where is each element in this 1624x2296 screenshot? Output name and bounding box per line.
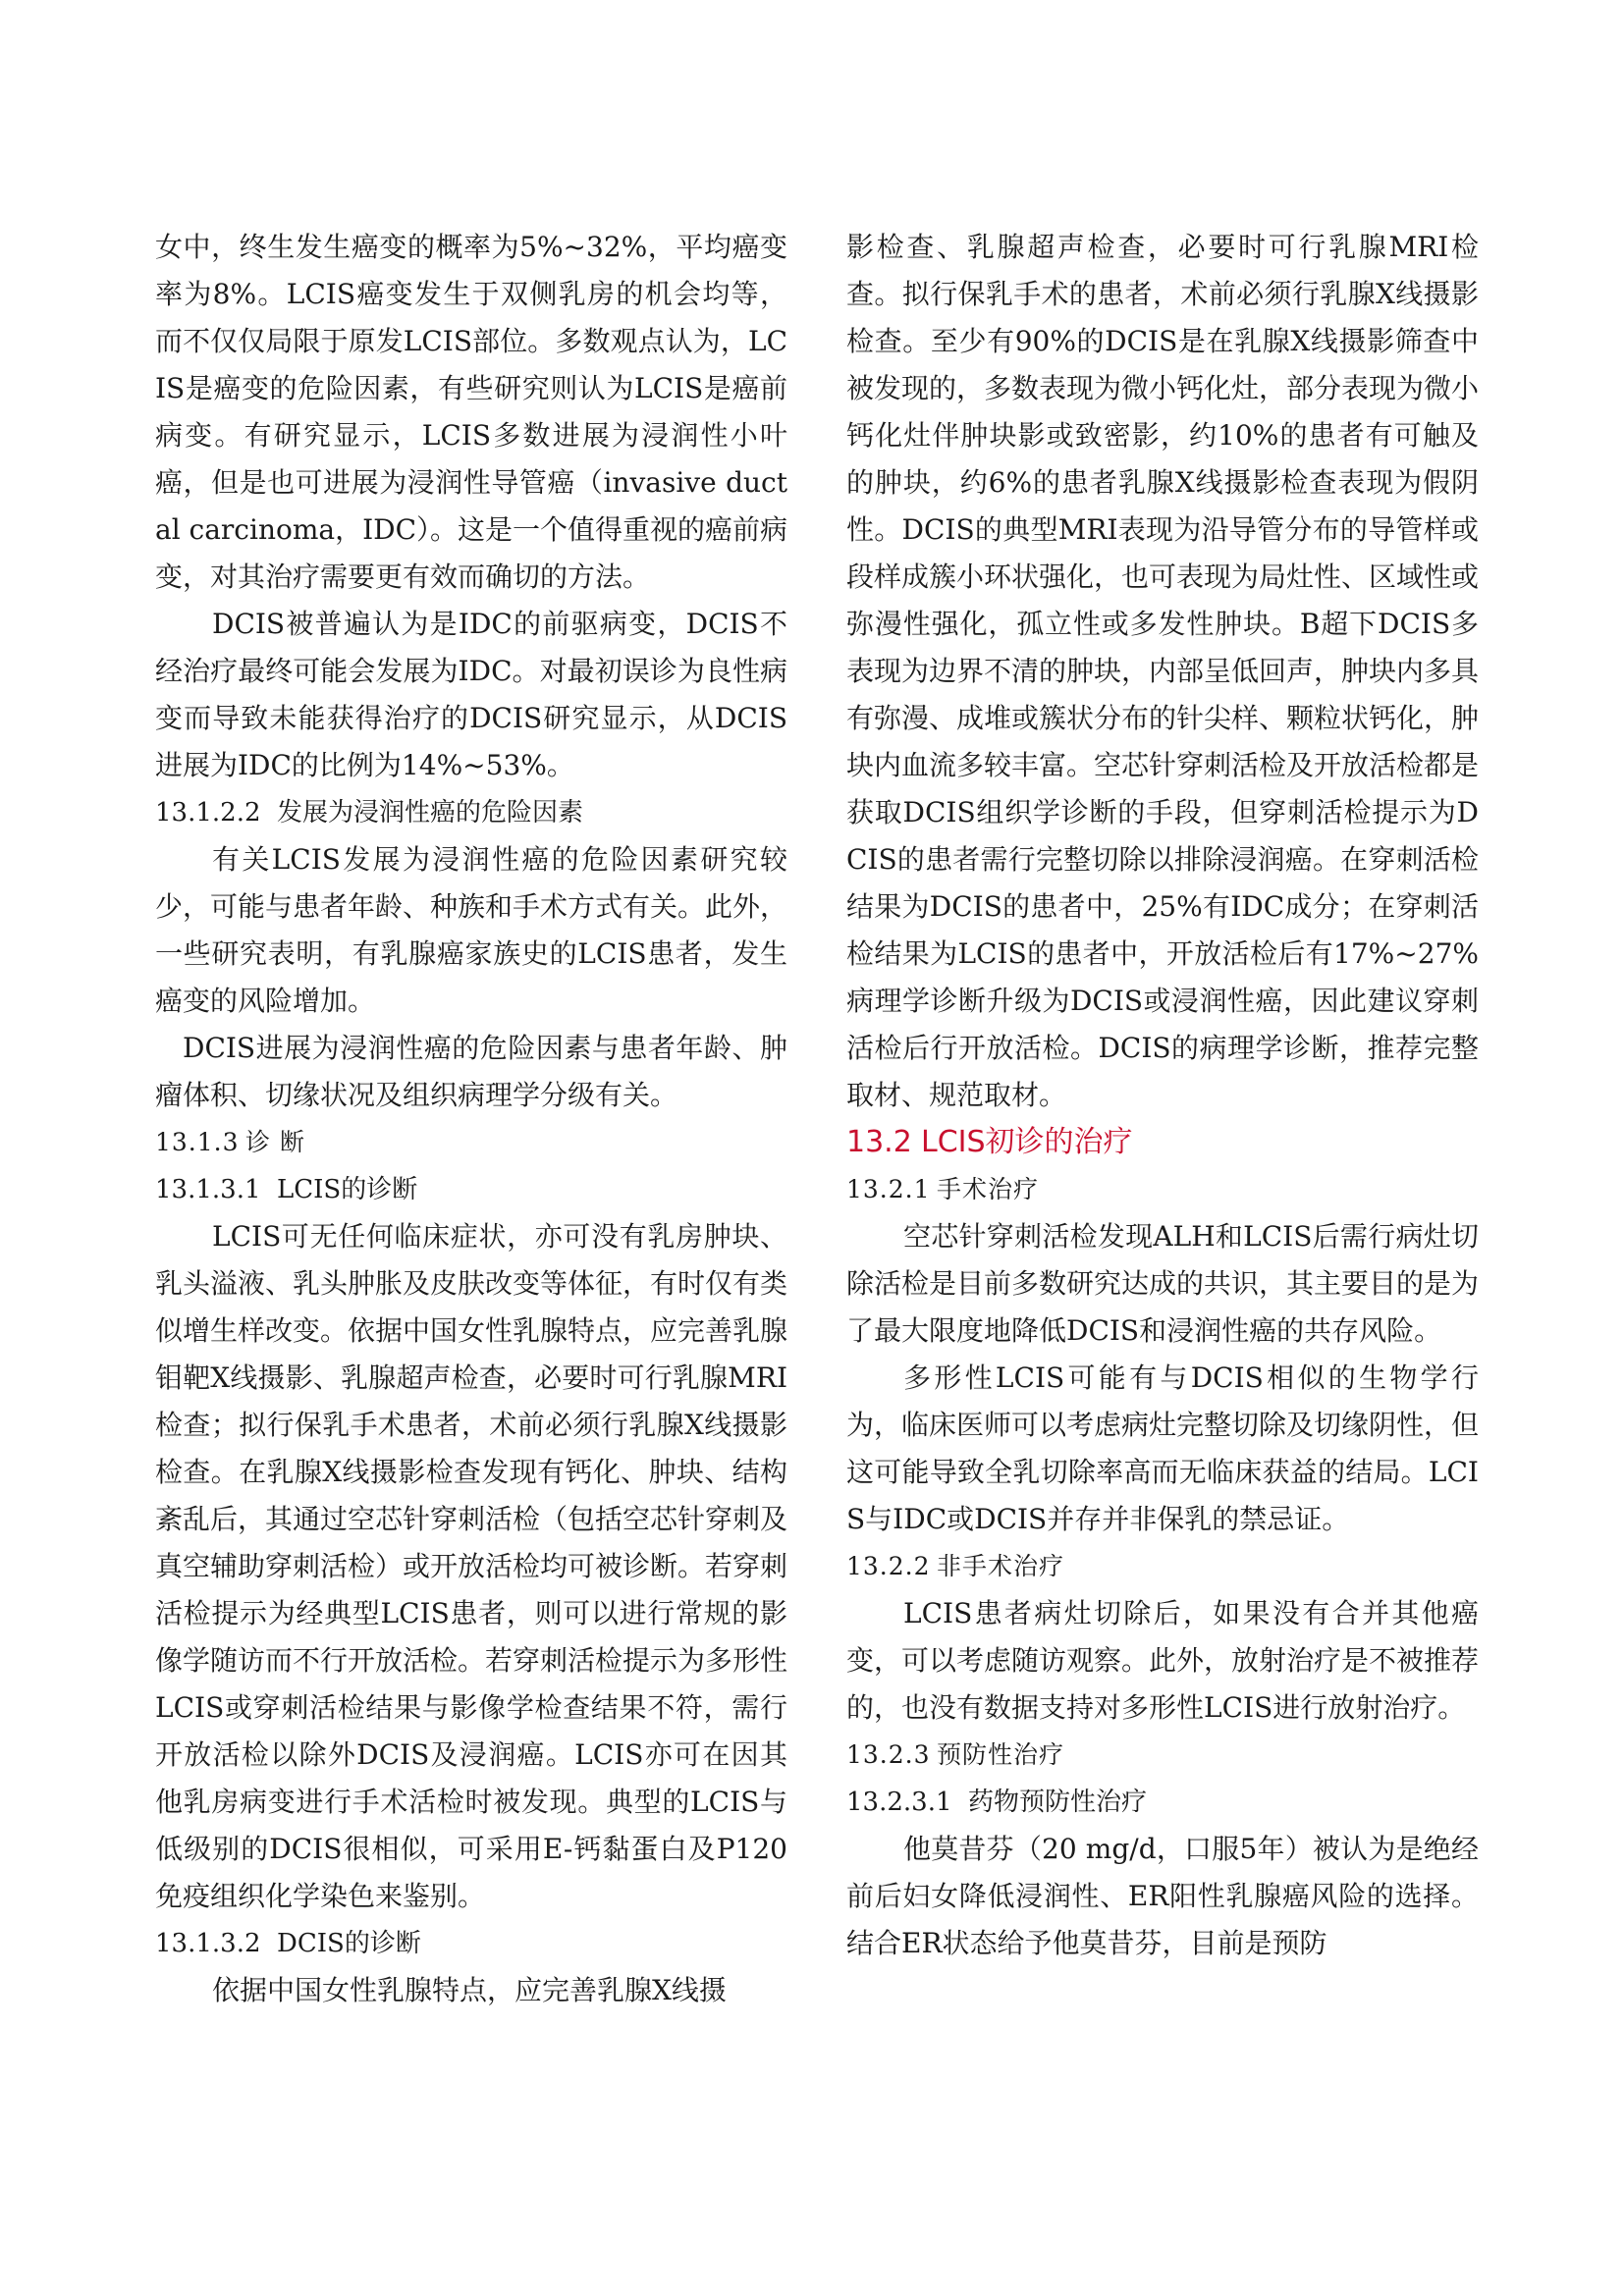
- section-title: DCIS的诊断: [277, 1929, 421, 1958]
- paragraph: 依据中国女性乳腺特点，应完善乳腺X线摄: [212, 1974, 727, 2006]
- paragraph: 女中，终生发生癌变的概率为5%~32%，平均癌变率为8%。LCIS癌变发生于双侧乳房的机会均等，而不仅仅局限于原发LCIS部位。多数观点认为，LCIS是癌变的危险因素，有些研究则认为LCIS是癌前病变。有研究显示，LCIS多数进展为浸润性小叶癌，但是也可进展为浸润性导管癌（invasive ductal carcinoma，IDC）。这是一个值得重视的癌前病变，对其治疗需要更有效而确切的方法。: [155, 231, 788, 593]
- section-title: 发展为浸润性癌的危险因素: [277, 798, 584, 828]
- paragraph: DCIS被普遍认为是IDC的前驱病变，DCIS不经治疗最终可能会发展为IDC。对最初误诊为良性病变而导致未能获得治疗的DCIS研究显示，从DCIS进展为IDC的比例为14%~53%。: [155, 608, 787, 781]
- paragraph: DCIS进展为浸润性癌的危险因素与患者年龄、肿瘤体积、切缘状况及组织病理学分级有关。: [155, 1032, 787, 1111]
- section-title: 非手术治疗: [937, 1552, 1065, 1580]
- section-title: 预防性治疗: [937, 1740, 1065, 1769]
- section-number: 13.2.3.1: [846, 1788, 952, 1817]
- section-heading: [155, 1119, 787, 1166]
- section-number: 13.2: [846, 1125, 912, 1159]
- paragraph: LCIS患者病灶切除后，如果没有合并其他癌变，可以考虑随访观察。此外，放射治疗是不被推荐的，也没有数据支持对多形性LCIS进行放射治疗。: [846, 1597, 1480, 1724]
- section-number: 13.1.3.1: [155, 1175, 261, 1204]
- paragraph: LCIS可无任何临床症状，亦可没有乳房肿块、乳头溢液、乳头肿胀及皮肤改变等体征，有时仅有类似增生样改变。依据中国女性乳腺特点，应完善乳腺钼靶X线摄影、乳腺超声检查，必要时可行乳腺MRI检查；拟行保乳手术患者，术前必须行乳腺X线摄影检查。在乳腺X线摄影检查发现有钙化、肿块、结构紊乱后，其通过空芯针穿刺活检（包括空芯针穿刺及真空辅助穿刺活检）或开放活检均可被诊断。若穿刺活检提示为经典型LCIS患者，则可以进行常规的影像学随访而不行开放活检。若穿刺活检提示为多形性LCIS或穿刺活检结果与影像学检查结果不符，需行开放活检以除外DCIS及浸润癌。LCIS亦可在因其他乳房病变进行手术活检时被发现。典型的LCIS与低级别的DCIS很相似，可采用E-钙黏蛋白及P120免疫组织化学染色来鉴别。: [155, 1220, 788, 1912]
- section-title: 手术治疗: [937, 1175, 1040, 1203]
- section-number: 13.1.3: [155, 1128, 240, 1156]
- section-number: 13.2.2: [846, 1552, 931, 1580]
- paragraph: 影检查、乳腺超声检查，必要时可行乳腺MRI检查。拟行保乳手术的患者，术前必须行乳腺X线摄影检查。至少有90%的DCIS是在乳腺X线摄影筛查中被发现的，多数表现为微小钙化灶，部分表现为微小钙化灶伴肿块影或致密影，约10%的患者有可触及的肿块，约6%的患者乳腺X线摄影检查表现为假阴性。DCIS的典型MRI表现为沿导管分布的导管样或段样成簇小环状强化，也可表现为局灶性、区域性或弥漫性强化，孤立性或多发性肿块。B超下DCIS多表现为边界不清的肿块，内部呈低回声，肿块内多具有弥漫、成堆或簇状分布的针尖样、颗粒状钙化，肿块内血流多较丰富。空芯针穿刺活检及开放活检都是获取DCIS组织学诊断的手段，但穿刺活检提示为DCIS的患者需行完整切除以排除浸润癌。在穿刺活检结果为DCIS的患者中，25%有IDC成分；在穿刺活检结果为LCIS的患者中，开放活检后有17%~27%病理学诊断升级为DCIS或浸润性癌，因此建议穿刺活检后行开放活检。DCIS的病理学诊断，推荐完整取材、规范取材。: [846, 231, 1480, 1111]
- section-number: 13.2.3: [846, 1740, 931, 1769]
- paragraph: 空芯针穿刺活检发现ALH和LCIS后需行病灶切除活检是目前多数研究达成的共识，其主要目的是为了最大限度地降低DCIS和浸润性癌的共存风险。: [846, 1220, 1480, 1347]
- section-title: LCIS的诊断: [277, 1175, 418, 1204]
- paragraph: 他莫昔芬（20 mg/d，口服5年）被认为是绝经前后妇女降低浸润性、ER阳性乳腺癌风险的选择。结合ER状态给予他莫昔芬，目前是预防: [846, 1833, 1479, 1959]
- section-number: 13.1.3.2: [155, 1929, 261, 1958]
- paragraph: 有关LCIS发展为浸润性癌的危险因素研究较少，可能与患者年龄、种族和手术方式有关。此外，一些研究表明，有乳腺癌家族史的LCIS患者，发生癌变的风险增加。: [155, 843, 788, 1017]
- right-column: [846, 224, 1479, 1967]
- section-heading: [846, 1119, 1479, 1166]
- section-title: LCIS初诊的治疗: [921, 1125, 1133, 1159]
- section-title: 诊 断: [245, 1128, 305, 1156]
- left-column: [155, 224, 787, 2014]
- section-number: 13.2.1: [846, 1175, 931, 1203]
- section-heading: [155, 1920, 787, 1967]
- section-heading: [846, 1732, 1479, 1779]
- section-heading: [846, 1166, 1479, 1213]
- paragraph: 多形性LCIS可能有与DCIS相似的生物学行为，临床医师可以考虑病灶完整切除及切缘阴性，但这可能导致全乳切除率高而无临床获益的结局。LCIS与IDC或DCIS并存并非保乳的禁忌证。: [846, 1362, 1480, 1535]
- section-heading: [846, 1779, 1479, 1826]
- section-title: 药物预防性治疗: [968, 1788, 1148, 1817]
- section-heading: [155, 1166, 787, 1213]
- section-number: 13.1.2.2: [155, 798, 261, 828]
- section-heading: [846, 1543, 1479, 1590]
- section-heading: [155, 789, 787, 836]
